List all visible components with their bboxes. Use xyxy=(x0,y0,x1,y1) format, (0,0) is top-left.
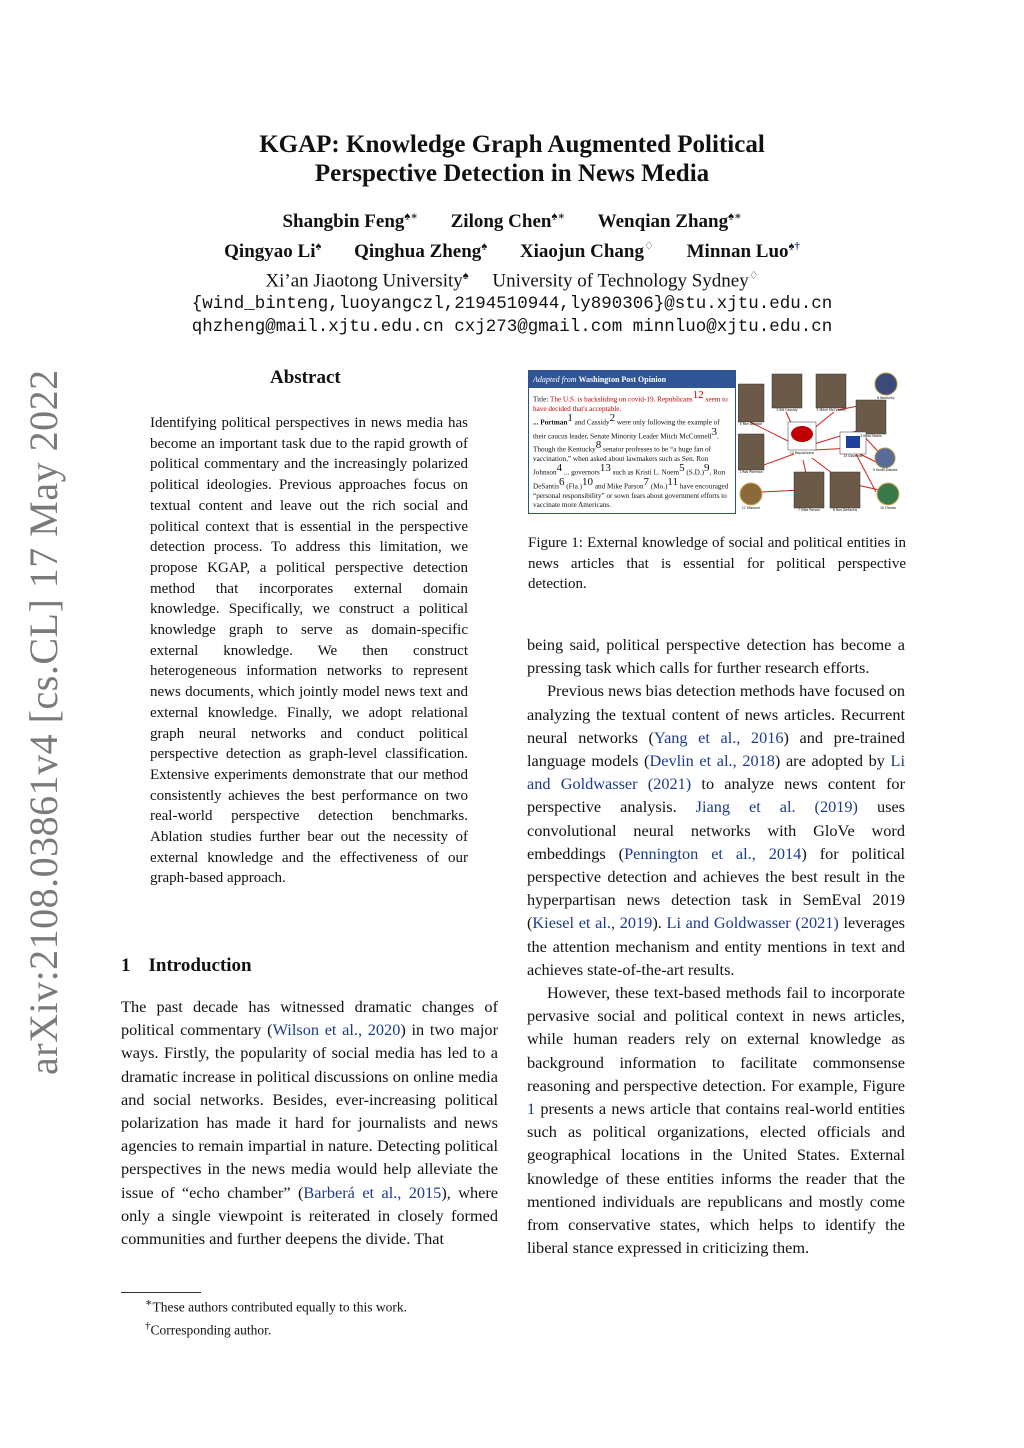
author: Qinghua Zheng♠ xyxy=(354,240,488,262)
author: Qingyao Li♠ xyxy=(224,240,322,262)
svg-text:2 Bill Cassidy: 2 Bill Cassidy xyxy=(776,408,798,412)
svg-text:4 Ron Johnson: 4 Ron Johnson xyxy=(739,422,763,426)
citation-link[interactable]: Yang et al., 2016 xyxy=(653,727,784,747)
affiliations: Xi’an Jiaotong University♠ University of Technology Sydney♢ xyxy=(265,269,759,291)
svg-text:5 Kristi Noem: 5 Kristi Noem xyxy=(860,434,882,438)
figure-1 xyxy=(528,370,904,518)
author: Zilong Chen♠∗ xyxy=(450,211,565,233)
author: Shangbin Feng♠∗ xyxy=(282,211,418,233)
paragraph: However, these text-based methods fail to incorporate pervasive social and political context in news articles, while human readers rely on external knowledge as background information to facilitate commonsense reasoning and perspective detection. For example, Figure 1 presents a news article that contains real-world entities such as political organizations, elected officials and geographical locations in the United States. External knowledge of these entities informs the reader that the mentioned individuals are republicans and mostly come from conservative states, which helps to identify the liberal stance expressed in criticizing them. xyxy=(527,983,905,1258)
citation-link[interactable]: Li and Goldwasser (2021) xyxy=(527,751,905,794)
email-line-2: qhzheng@mail.xjtu.edu.cn cxj273@gmail.com minnluo@xjtu.edu.cn xyxy=(191,316,833,337)
author: Wenqian Zhang♠∗ xyxy=(597,211,742,233)
article-body: Title: The U.S. is backsliding on covid-19. Republicans$^{12}$ seem to have decided that's acceptable. ... Portman$^1$ and Cassidy$^2$ were only following the example of their caucus leader, Senate Minority Leader Mitch McConnell$^3$. Though the Kentucky$^8$ senator professes to be “a huge fan of vaccination,” when asked about lawmakers such as Sen. Ron Johnson$^4$ ... governors$^{13}$ such as Kristi L. Noem$^5$ $(S.D.)^9$, Ron DeSantis$^6$ $(Fla.)^{10}$ and Mike Parson$^7$ $(Mo.)^{11}$ have encouraged “personal responsibility” or sown fears about government efforts to vaccinate more Americans. xyxy=(533,389,729,510)
title-line-2: Perspective Detection in News Media xyxy=(314,160,710,187)
email-line-1: {wind_binteng,luoyangczl,2194510944,ly890306}@stu.xjtu.edu.cn xyxy=(191,293,833,314)
paragraph: being said, political perspective detection has become a pressing task which calls for further research efforts. xyxy=(527,635,905,678)
author-row-2 xyxy=(0,234,1024,263)
svg-text:12 Republicans: 12 Republicans xyxy=(789,451,815,455)
svg-text:1 Rob Portman: 1 Rob Portman xyxy=(739,470,763,474)
author: Xiaojun Chang♢ xyxy=(519,240,654,262)
footnote-rule xyxy=(121,1292,201,1293)
citation-link[interactable]: Wilson et al., 2020 xyxy=(272,1020,401,1040)
article-header: Adapted from Washington Post Opinion xyxy=(529,371,735,388)
right-column-text xyxy=(527,633,905,1259)
abstract-text: Identifying political perspectives in news media has become an important task due to the rapid growth of political commentary and the increasingly polarized political ideologies. Previous approaches focus on textual content and leave out the rich social and political context that is essential in the perspective detection process. To address this limitation, we propose KGAP, a political perspective detection method that incorporates external domain knowledge. Specifically, we construct a political knowledge graph to serve as domain-specific external knowledge. We then construct heterogeneous information networks to represent news documents, which jointly model news text and external knowledge. Finally, we adopt relational graph neural networks and conduct political perspective detection as graph-level classification. Extensive experiments demonstrate that our method consistently achieves the best performance on two real-world perspective detection benchmarks. Ablation studies further bear out the necessity of external knowledge and the effectiveness of our graph-based approach. xyxy=(150,415,468,887)
svg-text:3 Mitch McConnell: 3 Mitch McConnell xyxy=(816,408,846,412)
footnotes: ∗These authors contributed equally to this work. †Corresponding author. xyxy=(145,1297,408,1337)
citation-link[interactable]: Barberá et al., 2015 xyxy=(303,1182,442,1202)
author-block xyxy=(0,205,1024,339)
figure-caption: Figure 1: External knowledge of social and political entities in news articles that is essential for political perspective detection. xyxy=(528,535,906,592)
citation-link[interactable]: Jiang et al. (2019) xyxy=(695,797,858,817)
figure-ref-link[interactable]: 1 xyxy=(527,1099,536,1119)
citation-link[interactable]: Kiesel et al., 2019 xyxy=(532,913,653,933)
knowledge-graph xyxy=(738,370,904,518)
citation-link[interactable]: Devlin et al., 2018 xyxy=(649,751,775,771)
section-heading: 1 Introduction xyxy=(121,955,252,976)
svg-text:11 Missouri: 11 Missouri xyxy=(741,506,761,510)
news-article-box xyxy=(528,370,736,514)
svg-text:6 Ron DeSantis: 6 Ron DeSantis xyxy=(832,508,858,512)
intro-paragraph: The past decade has witnessed dramatic changes of political commentary (Wilson et al., 2020) in two major ways. Firstly, the popularity of social media has led to a dramatic increase in political discussions on online media and social networks. Besides, ever-increasing political polarization has made it hard for journalists and news agencies to remain impartial in nature. Detecting political perspectives in the news media would help alleviate the issue of “echo chamber” (Barberá et al., 2015), where only a single viewpoint is reiterated in closely formed communities and further deepens the divide. That xyxy=(121,997,498,1249)
svg-text:7 Mike Parson: 7 Mike Parson xyxy=(797,508,821,512)
author-row-1 xyxy=(0,205,1024,234)
paragraph: Previous news bias detection methods have focused on analyzing the textual content of news articles. Recurrent neural networks (Yang et al., 2016) and pre-trained language models (Devlin et al., 2018) are adopted by Li and Goldwasser (2021) to analyze news content for perspective analysis. Jiang et al. (2019) uses convolutional neural networks with GloVe word embeddings (Pennington et al., 2014) for political perspective detection and achieves the best result in the hyperpartisan news detection task in SemEval 2019 (Kiesel et al., 2019). Li and Goldwasser (2021) leverages the attention mechanism and entity mentions in text and achieves state-of-the-art results. xyxy=(527,681,906,979)
svg-text:13 Governor: 13 Governor xyxy=(843,454,863,458)
svg-text:10 Florida: 10 Florida xyxy=(880,506,896,510)
author: Minnan Luo♠† xyxy=(686,240,800,262)
abstract-heading: Abstract xyxy=(270,367,341,388)
citation-link[interactable]: Pennington et al., 2014 xyxy=(624,843,802,863)
paper-title xyxy=(0,130,1024,188)
svg-text:8 Kentucky: 8 Kentucky xyxy=(877,396,895,400)
title-line-1: KGAP: Knowledge Graph Augmented Political xyxy=(259,131,765,158)
citation-link[interactable]: Li and Goldwasser (2021) xyxy=(666,913,839,933)
svg-text:9 South Dakota: 9 South Dakota xyxy=(872,468,898,472)
arxiv-stamp: arXiv:2108.03861v4 [cs.CL] 17 May 2022 xyxy=(21,369,66,1075)
